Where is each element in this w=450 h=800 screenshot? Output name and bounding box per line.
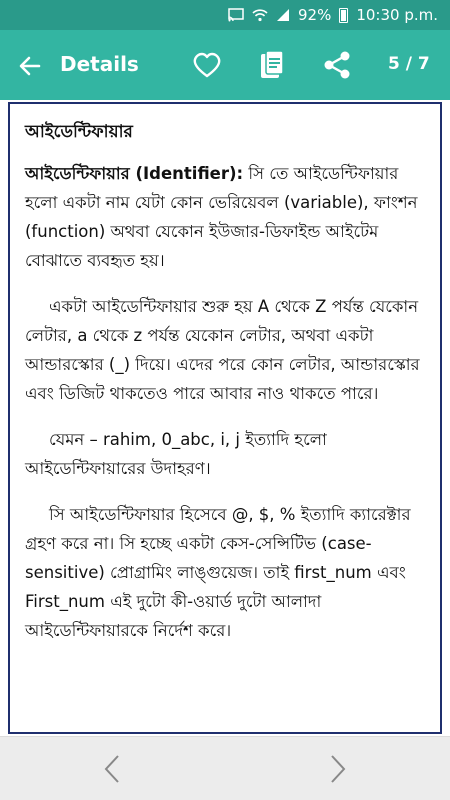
- term-identifier: আইডেন্টিফায়ার (Identifier):: [25, 164, 244, 183]
- battery-icon: [339, 8, 348, 23]
- chevron-left-icon[interactable]: [100, 753, 124, 785]
- article-heading: আইডেন্টিফায়ার: [25, 122, 133, 142]
- paragraph-examples: যেমন – rahim, 0_abc, i, j ইত্যাদি হলো আইডেন্টিফায়ারের উদাহরণ।: [25, 430, 327, 478]
- page-title: Details: [60, 52, 139, 76]
- cast-icon: [228, 8, 244, 22]
- page-counter: 5 / 7: [388, 54, 430, 74]
- status-bar: [0, 0, 450, 30]
- definition-text: সি তে আইডেন্টিফায়ার হলো একটা নাম যেটা কোন ভেরিয়েবল (variable), ফাংশন (function) অথবা যেকোন ইউজার-ডিফাইন্ড আইটেম বোঝাতে ব্যবহৃত হয়।: [25, 164, 418, 270]
- app-bar: [0, 30, 450, 100]
- paragraph-case-sensitive: সি আইডেন্টিফায়ার হিসেবে @, $, % ইত্যাদি ক্যারেক্টার গ্রহণ করে না। সি হচ্ছে একটা কেস-সেন্সিটিভ (case-sensitive) প্রোগ্রামিং লাঙ্গুয়েজ। তাই first_num এবং First_num এই দুটো কী-ওয়ার্ড দুটো আলাদা আইডেন্টিফায়ারকে নির্দেশ করে।: [25, 505, 411, 640]
- status-time: 10:30 p.m.: [356, 6, 438, 24]
- article-card: [8, 102, 442, 734]
- battery-percent: 92%: [297, 6, 332, 24]
- back-arrow-icon[interactable]: [16, 52, 44, 80]
- content-area: [0, 100, 450, 736]
- signal-icon: [276, 8, 290, 22]
- paragraph-definition: [25, 159, 426, 275]
- chevron-right-icon[interactable]: [326, 753, 350, 785]
- paragraph-rules: একটা আইডেন্টিফায়ার শুরু হয় A থেকে Z পর্যন্ত যেকোন লেটার, a থেকে z পর্যন্ত যেকোন লেটার, অথবা একটা আন্ডারস্কোর (_) দিয়ে। এদের পরে কোন লেটার, আন্ডারস্কোর এবং ডিজিট থাকতেও পারে আবার নাও থাকতে পারে।: [25, 297, 420, 403]
- document-icon[interactable]: [258, 50, 286, 80]
- bottom-nav: [0, 736, 450, 800]
- share-icon[interactable]: [322, 50, 352, 80]
- heart-icon[interactable]: [192, 50, 222, 80]
- wifi-icon: [252, 8, 268, 22]
